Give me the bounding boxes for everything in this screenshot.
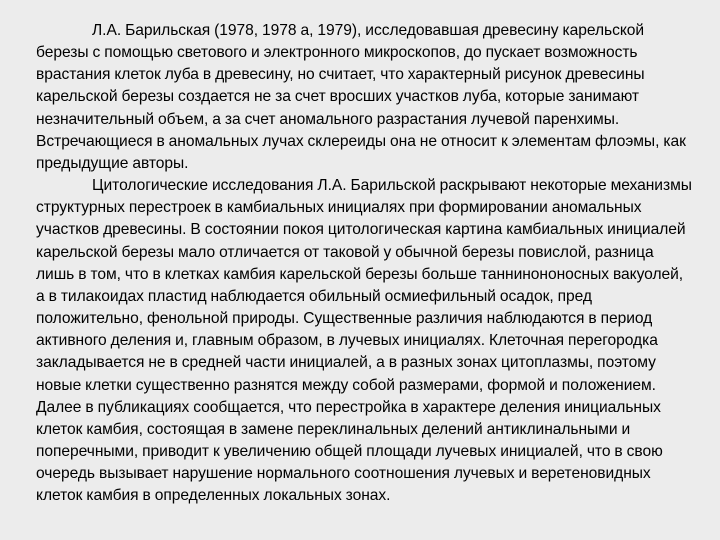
paragraph-1: Л.А. Барильская (1978, 1978 а, 1979), исследовавшая древесину карельской березы с помощью светового и электронного микроскопов, до пускает возможность врастания клеток луба в древесину, но считает, что характерный рисунок древесины карельской березы создается не за счет вросших участков луба, которые занимают незначительный объем, а за счет аномального разрастания лучевой паренхимы. Встречающиеся в аномальных лучах склереиды она не относит к элементам флоэмы, как предыдущие авторы. (36, 22, 686, 172)
paragraph-2: Цитологические исследования Л.А. Барильской раскрывают некоторые механизмы структурных перестроек в камбиальных инициалях при формировании аномальных участков древесины. В состоянии покоя цитологическая картина камбиальных инициалей карельской березы мало отличается от таковой у обычной березы повислой, разница лишь в том, что в клетках камбия карельской березы больше таннинононосных вакуолей, а в тилакоидах пластид наблюдается обильный осмиефильный осадок, пред положительно, фенольной природы. Существенные различия наблюдаются в период активного деления и, главным образом, в лучевых инициалях. Клеточная перегородка закладывается не в средней части инициалей, а в разных зонах цитоплазмы, поэтому новые клетки существенно разнятся между собой размерами, формой и положением. Далее в публикациях сообщается, что перестройка в характере деления инициальных клеток камбия, состоящая в замене переклинальных делений антиклинальными и поперечными, приводит к увеличению общей площади лучевых инициалей, что в свою очередь вызывает нарушение нормального соотношения лучевых и веретеновидных клеток камбия в определенных локальных зонах. (36, 177, 692, 505)
